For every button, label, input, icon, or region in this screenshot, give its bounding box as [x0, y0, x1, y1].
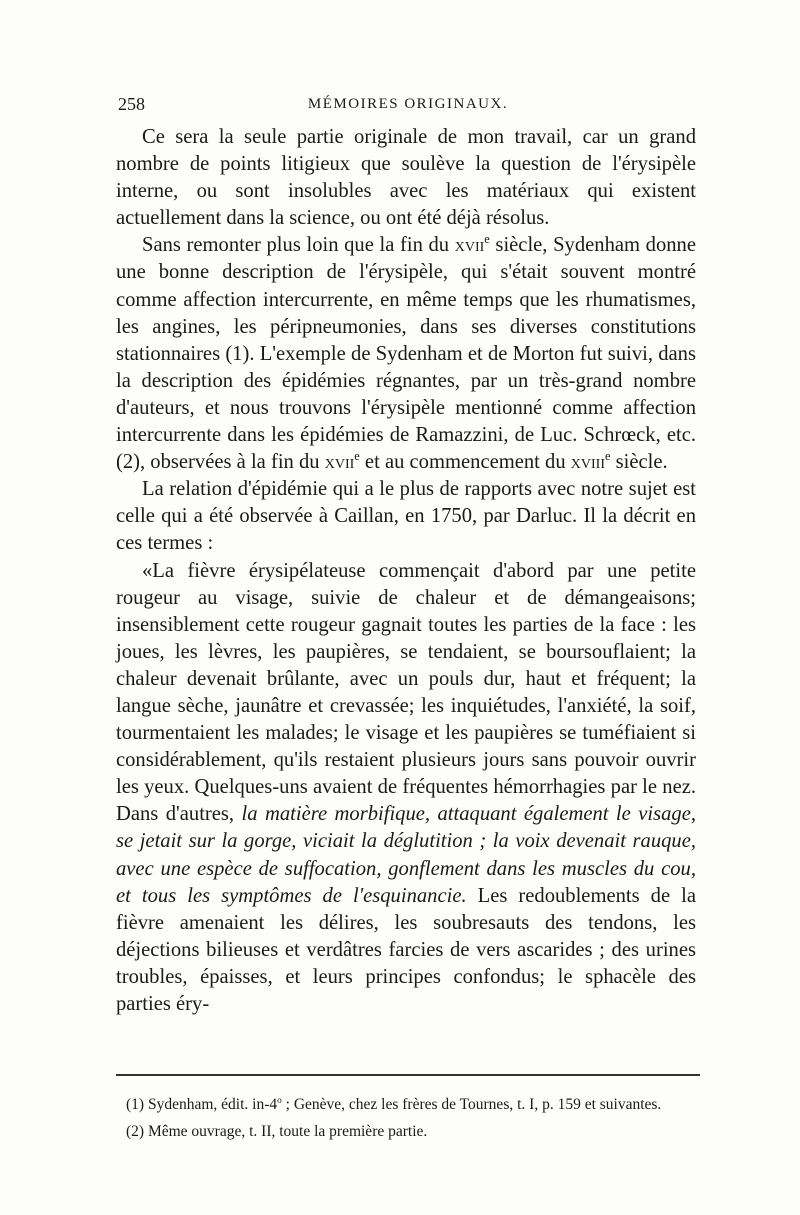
- quote-italic-part: la matière morbifique, attaquant également le visage, se jetait sur la gorge, viciait la déglutition ; la voix devenait rauque, avec une espèce de suffocation, gonflement dans les muscles du cou, et tous les symptômes de l'esquinancie.: [116, 803, 696, 907]
- paragraph-2-part: siècle, Sydenham donne une bonne description de l'érysipèle, qui s'était souvent montré comme affection intercurrente, en même temps que les rhumatismes, les angines, les péripneumonies, dans ses diverses constitutions stationnaires (1). L'exemple de Sydenham et de Morton fut suivi, dans la description des épidémies régnantes, par un très-grand nombre d'auteurs, et nous trouvons l'érysipèle mentionné comme affection intercurrente dans les épidémies de Ramazzini, de Luc. Schrœck, etc. (2), observées à la fin du: [116, 234, 696, 474]
- ordinal-superscript: e: [484, 232, 490, 247]
- century-numeral: xvii: [454, 234, 485, 257]
- paragraph-2-part: Sans remonter plus loin que la fin du: [142, 234, 455, 257]
- paragraph-2-part: siècle.: [610, 451, 668, 474]
- footnote-text: Même ouvrage, t. II, toute la première partie.: [144, 1123, 428, 1140]
- footnote-2: [116, 1121, 700, 1142]
- footnotes: [116, 1094, 700, 1148]
- paragraph-3: La relation d'épidémie qui a le plus de rapports avec notre sujet est celle qui a été observée à Caillan, en 1750, par Darluc. Il la décrit en ces termes :: [116, 478, 696, 555]
- footnote-mark: (1): [126, 1096, 145, 1113]
- paragraph-1: Ce sera la seule partie originale de mon travail, car un grand nombre de points litigieux que soulève la question de l'érysipèle interne, ou sont insolubles avec les matériaux qui existent actuellement dans la science, ou ont été déjà résolus.: [116, 126, 696, 230]
- footnote-mark: (2): [126, 1123, 145, 1140]
- quote-part: Les redoublements de la fièvre amenaient les délires, les soubresauts des tendons, les déjections bilieuses et verdâtres farcies de vers ascarides ; des urines troubles, épaisses, et leurs principes confondus; le sphacèle des parties éry-: [116, 884, 696, 1015]
- quote-part: «La fièvre érysipélateuse commençait d'abord par une petite rougeur au visage, suivie de chaleur et de démangeaisons; insensiblement cette rougeur gagnait toutes les parties de la face : les joues, les lèvres, les paupières, se tendaient, se boursouflaient; la chaleur devenait brûlante, avec un pouls dur, haut et fréquent; la langue sèche, jaunâtre et crevassée; les inquiétudes, l'anxiété, la soif, tourmentaient les malades; le visage et les paupières se tuméfiaient si considérablement, qu'ils restaient plusieurs jours sans pouvoir ouvrir les yeux. Quelques-uns avaient de fréquentes hémorrhagies par le nez. Dans d'autres,: [116, 559, 696, 826]
- footnote-text: ; Genève, chez les frères de Tournes, t. I, p. 159 et suivantes.: [281, 1096, 662, 1113]
- paragraph-2: [116, 232, 696, 476]
- running-title: MÉMOIRES ORIGINAUX.: [307, 96, 509, 112]
- ordinal-superscript: e: [605, 449, 611, 464]
- page-number: 258: [118, 94, 145, 114]
- century-numeral: xvii: [324, 451, 355, 474]
- body-text: [116, 124, 696, 1018]
- footnote-1: [116, 1094, 700, 1115]
- paragraph-2-part: et au commencement du: [359, 451, 571, 474]
- footnote-text: Sydenham, édit. in-4: [144, 1096, 278, 1113]
- century-numeral: xviii: [570, 451, 606, 474]
- footnote-divider: [116, 1074, 700, 1076]
- footnote-superscript: o: [277, 1095, 282, 1106]
- running-head: [118, 94, 698, 120]
- paragraph-4-quote: [116, 558, 696, 1019]
- ordinal-superscript: e: [354, 449, 360, 464]
